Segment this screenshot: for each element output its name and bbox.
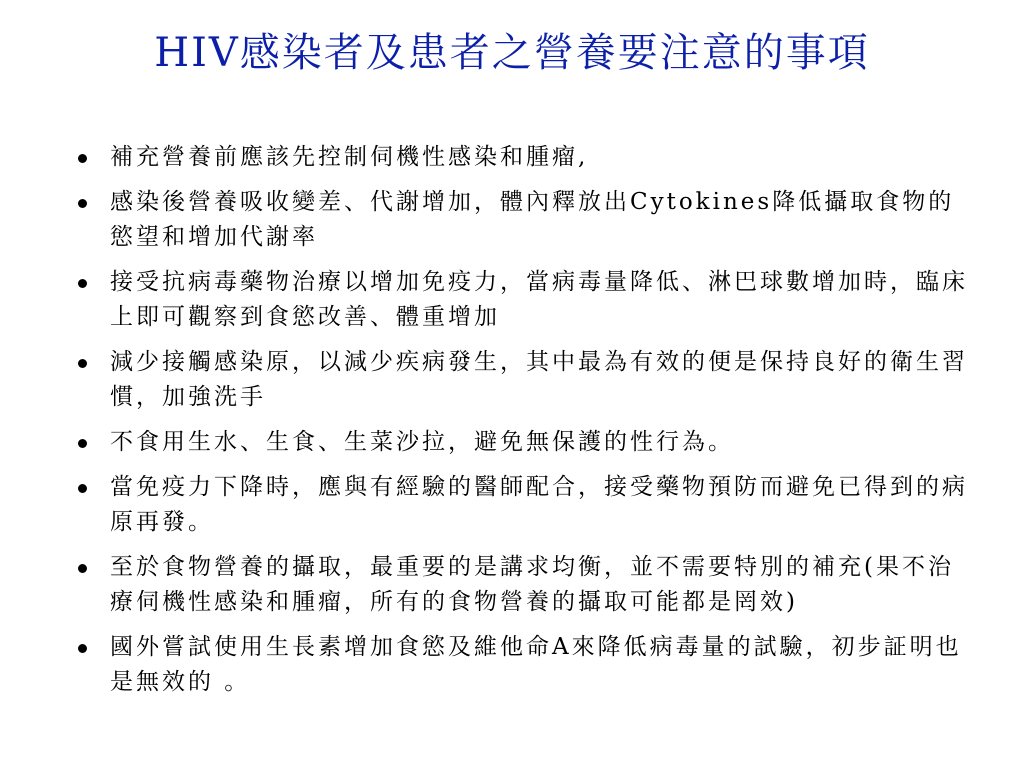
bullet-text: 補充營養前應該先控制伺機性感染和腫瘤, (110, 144, 589, 170)
bullet-dot-icon (78, 564, 87, 573)
bullet-text: 當免疫力下降時，應與有經驗的醫師配合，接受藥物預防而避免已得到的病原再發。 (110, 474, 968, 535)
bullet-text: 國外嘗試使用生長素增加食慾及維他命A來降低病毒量的試驗，初步証明也是無效的 。 (110, 634, 962, 695)
bullet-dot-icon (78, 644, 87, 653)
bullet-dot-icon (78, 154, 87, 163)
bullet-item (74, 630, 974, 700)
bullet-text: 至於食物營養的攝取，最重要的是講求均衡，並不需要特別的補充(果不治療伺機性感染和腫瘤，所有的食物營養的攝取可能都是罔效) (110, 554, 954, 615)
bullet-text: 不食用生水、生食、生菜沙拉，避免無保護的性行為。 (110, 429, 734, 455)
bullet-item (74, 140, 974, 175)
bullet-dot-icon (78, 359, 87, 368)
bullet-item (74, 550, 974, 620)
bullet-item (74, 425, 974, 460)
bullet-dot-icon (78, 199, 87, 208)
bullet-text: 感染後營養吸收變差、代謝增加，體內釋放出Cytokines降低攝取食物的慾望和增加代謝率 (110, 189, 955, 250)
bullet-dot-icon (78, 484, 87, 493)
bullet-item (74, 185, 974, 255)
bullet-text: 減少接觸感染原，以減少疾病發生，其中最為有效的便是保持良好的衛生習慣，加強洗手 (110, 349, 968, 410)
bullet-dot-icon (78, 279, 87, 288)
bullet-item (74, 345, 974, 415)
bullet-item (74, 470, 974, 540)
bullet-item (74, 265, 974, 335)
bullet-list (74, 140, 974, 710)
bullet-dot-icon (78, 439, 87, 448)
bullet-text: 接受抗病毒藥物治療以增加免疫力，當病毒量降低、淋巴球數增加時，臨床上即可觀察到食慾改善、體重增加 (110, 269, 968, 330)
slide-title: HIV感染者及患者之營養要注意的事項 (154, 30, 870, 76)
